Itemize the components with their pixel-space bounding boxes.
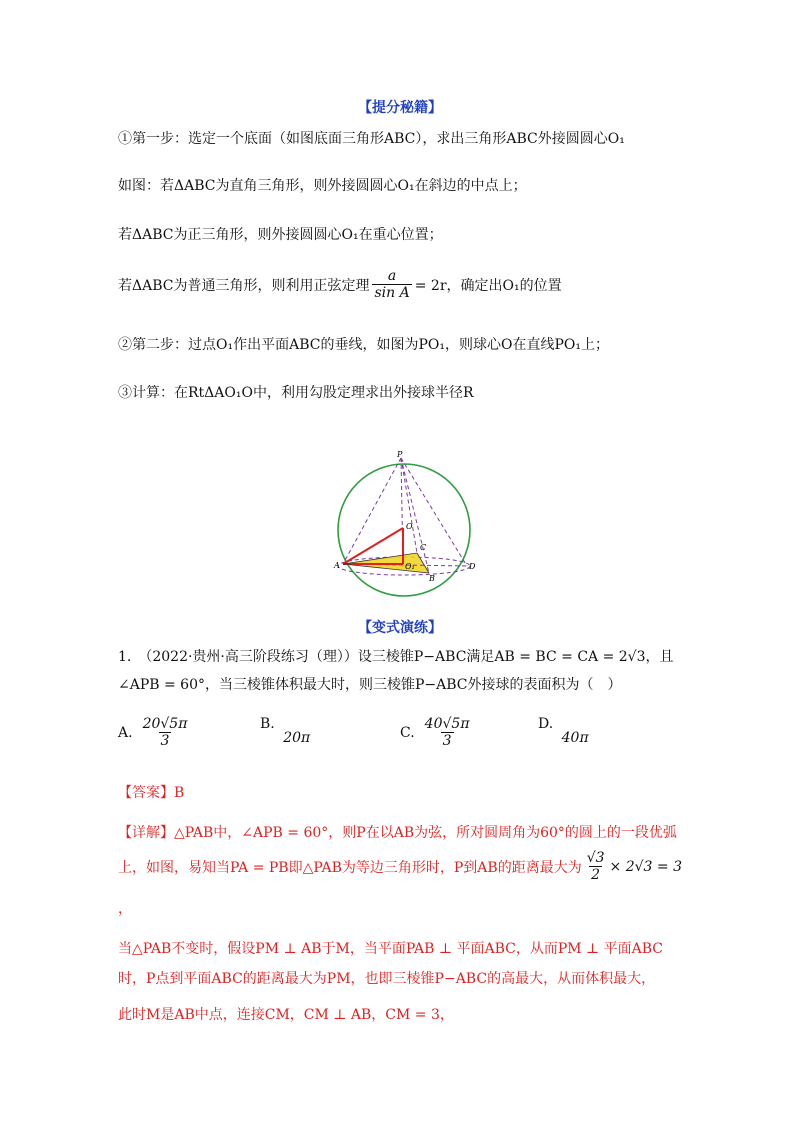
option-a-den: 3: [160, 733, 170, 749]
sine-law-den: sin A: [374, 285, 410, 301]
detail-line2-fraction: [585, 850, 607, 883]
option-b-letter: B.: [260, 716, 275, 732]
detail-line2-den: 2: [591, 867, 601, 883]
label-O1: O₁: [405, 562, 415, 571]
option-a[interactable]: [118, 716, 192, 749]
sine-law-num: a: [387, 268, 397, 284]
tips-equilateral-triangle: 若ΔABC为正三角形，则外接圆圆心O₁在重心位置；: [118, 227, 443, 243]
sine-law-fraction: [372, 268, 411, 301]
tips-title: 【提分秘籍】: [358, 100, 442, 116]
option-a-num: 20√5π: [142, 716, 188, 732]
detail-line3: ，: [118, 901, 132, 917]
detail-line6: 此时M是AB中点，连接CM，CM ⊥ AB，CM = 3，: [118, 1007, 454, 1023]
label-D: D: [469, 562, 476, 571]
option-d-value: 40π: [561, 730, 589, 746]
detail-line2: [118, 850, 682, 883]
tips-right-triangle: 如图：若ΔABC为直角三角形，则外接圆圆心O₁在斜边的中点上；: [118, 178, 527, 194]
option-b[interactable]: [260, 716, 311, 746]
detail-line4: 当△PAB不变时，假设PM ⊥ AB于M，当平面PAB ⊥ 平面ABC，从而PM ⊥ 平面ABC: [118, 941, 664, 957]
option-a-letter: A.: [118, 724, 133, 741]
option-c-letter: C.: [400, 724, 415, 741]
detail-line2-num: √3: [586, 850, 605, 866]
segment-PA: [343, 458, 401, 564]
option-c-fraction: [423, 716, 472, 749]
problem-line2: ∠APB = 60°，当三棱锥体积最大时，则三棱锥P−ABC外接球的表面积为（ ）: [118, 677, 622, 693]
option-a-fraction: [141, 716, 190, 749]
answer-label: 【答案】B: [118, 785, 185, 801]
general-pre: 若ΔABC为普通三角形，则利用正弦定理: [118, 277, 370, 294]
label-P: P: [397, 450, 403, 459]
detail-line1: 【详解】△PAB中，∠APB = 60°，则P在以AB为弦，所对圆周角为60°的圆上的一段优弧: [118, 825, 677, 841]
label-A: A: [334, 561, 340, 570]
tips-general-triangle: [118, 268, 562, 301]
option-b-value: 20π: [283, 730, 311, 746]
option-d[interactable]: [538, 716, 589, 746]
variant-title: 【变式演练】: [358, 620, 442, 636]
label-O: O: [406, 522, 413, 531]
detail-line2-pre: 上，如图，易知当PA = PB即△PAB为等边三角形时，P到AB的距离最大为: [118, 859, 582, 876]
tips-step1: ①第一步：选定一个底面（如图底面三角形ABC），求出三角形ABC外接圆圆心O₁: [118, 131, 625, 147]
label-B: B: [429, 574, 435, 583]
detail-line5: 时，P点到平面ABC的距离最大为PM，也即三棱锥P−ABC的高最大，从而体积最大，: [118, 971, 656, 987]
option-c-den: 3: [442, 733, 452, 749]
detail-line2-post: × 2√3 = 3: [609, 858, 682, 875]
tips-step3: ③计算：在RtΔAO₁O中，利用勾股定理求出外接球半径R: [118, 385, 474, 401]
tips-step2: ②第二步：过点O₁作出平面ABC的垂线，如图为PO₁，则球心O在直线PO₁上；: [118, 337, 609, 353]
segment-PD: [401, 458, 467, 566]
option-d-letter: D.: [538, 716, 554, 732]
sphere-figure: [325, 448, 485, 608]
label-C: C: [420, 543, 427, 552]
option-c-num: 40√5π: [424, 716, 470, 732]
problem-line1: 1. （2022·贵州·高三阶段练习（理））设三棱锥P−ABC满足AB = BC = CA = 2√3，且: [118, 649, 674, 665]
general-post: = 2r，确定出O₁的位置: [414, 277, 562, 294]
option-c[interactable]: [400, 716, 475, 749]
